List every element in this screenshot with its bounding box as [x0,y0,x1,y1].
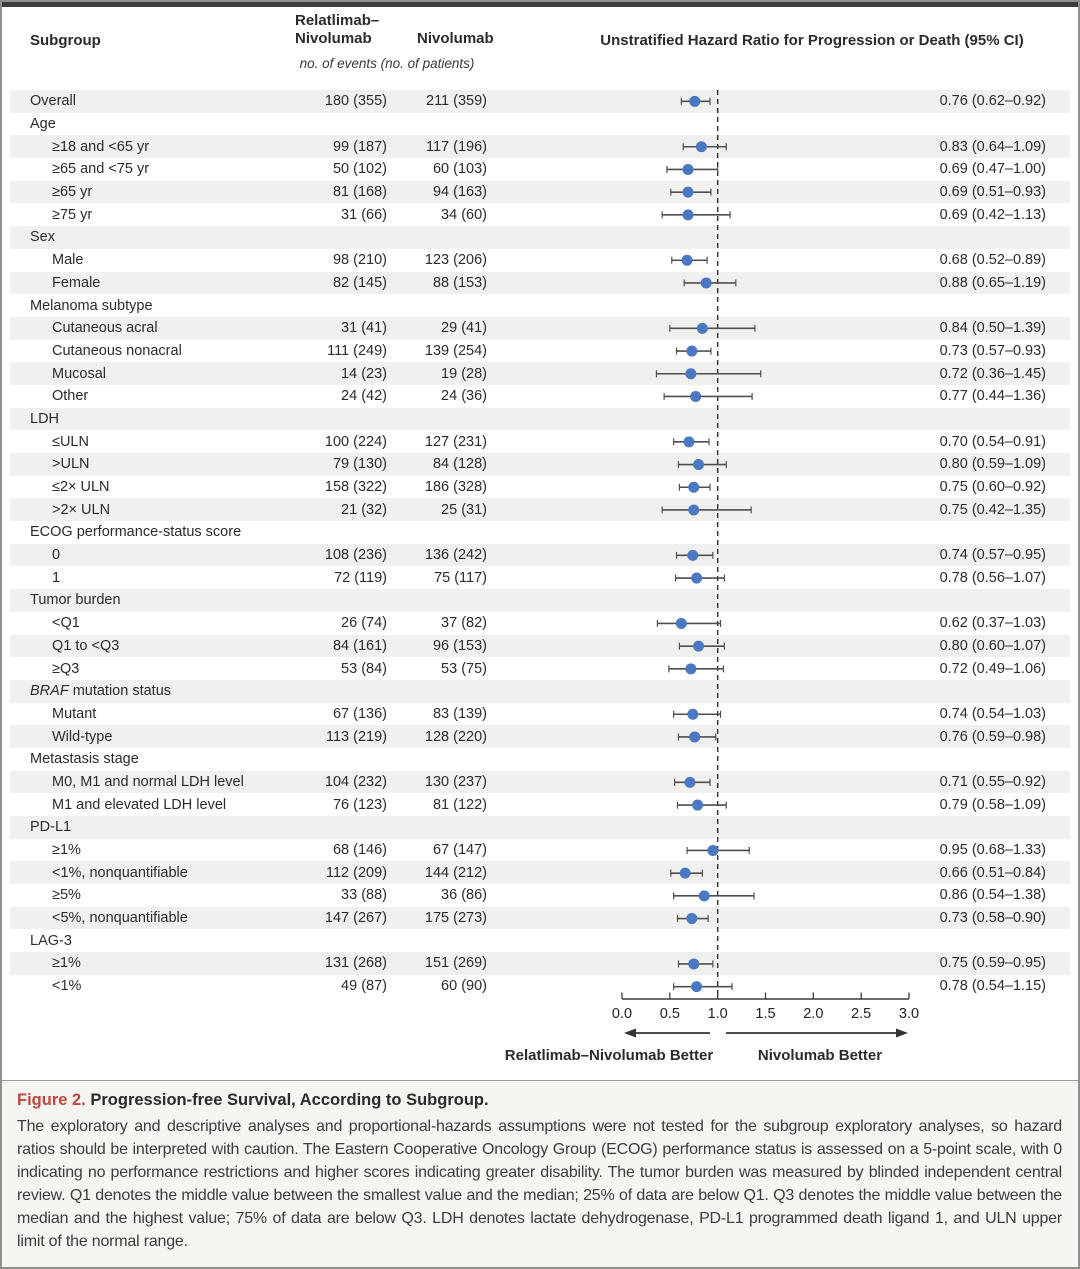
hazard-ratio-text: 0.72 (0.36–1.45) [939,365,1046,382]
events-relatlimab-nivolumab: 31 (41) [341,320,387,337]
subgroup-label: Cutaneous acral [52,320,158,337]
x-axis-tick-label: 1.0 [707,1006,728,1022]
hazard-ratio-text: 0.83 (0.64–1.09) [939,138,1046,155]
events-relatlimab-nivolumab: 24 (42) [341,388,387,405]
table-row [10,635,1070,658]
events-relatlimab-nivolumab: 76 (123) [332,796,387,813]
hazard-ratio-text: 0.71 (0.55–0.92) [939,773,1046,790]
events-relatlimab-nivolumab: 33 (88) [341,887,387,904]
table-row [10,907,1070,930]
subgroup-label: Male [52,252,84,269]
hazard-ratio-text: 0.76 (0.62–0.92) [939,93,1046,110]
figure-caption [2,1080,1078,1267]
subgroup-label: >2× ULN [52,501,111,518]
figure-number-label: Figure 2. [17,1091,86,1109]
table-row [10,317,1070,340]
table-row [10,249,1070,272]
x-axis-tick-label: 1.5 [755,1006,776,1022]
subgroup-label: ≥1% [52,842,81,859]
events-nivolumab: 84 (128) [432,456,487,473]
events-nivolumab: 127 (231) [424,433,487,450]
hazard-ratio-text: 0.74 (0.57–0.95) [939,547,1046,564]
subgroup-label: ≥Q3 [52,660,80,677]
hazard-ratio-text: 0.70 (0.54–0.91) [939,433,1046,450]
events-nivolumab: 151 (269) [424,955,487,972]
events-relatlimab-nivolumab: 53 (84) [341,660,387,677]
events-relatlimab-nivolumab: 180 (355) [324,93,387,110]
events-relatlimab-nivolumab: 104 (232) [324,773,387,790]
events-note: no. of events (no. of patients) [299,56,475,71]
hazard-ratio-text: 0.73 (0.58–0.90) [939,910,1046,927]
hazard-ratio-text: 0.68 (0.52–0.89) [939,252,1046,269]
events-relatlimab-nivolumab: 147 (267) [324,910,387,927]
events-relatlimab-nivolumab: 79 (130) [332,456,387,473]
hazard-ratio-text: 0.88 (0.65–1.19) [939,274,1046,291]
table-row [10,861,1070,884]
subgroup-label: Age [30,116,56,133]
hazard-ratio-text: 0.76 (0.59–0.98) [939,728,1046,745]
table-row [10,725,1070,748]
table-row [10,884,1070,907]
table-row [10,975,1070,998]
events-nivolumab: 60 (90) [441,978,487,995]
group-header-row [10,294,1070,317]
table-row [10,544,1070,567]
subgroup-label: ≥75 yr [52,206,93,223]
events-nivolumab: 128 (220) [424,728,487,745]
events-nivolumab: 24 (36) [441,388,487,405]
events-relatlimab-nivolumab: 100 (224) [324,433,387,450]
events-nivolumab: 29 (41) [441,320,487,337]
table-row [10,771,1070,794]
events-nivolumab: 75 (117) [434,569,487,586]
events-nivolumab: 96 (153) [432,637,487,654]
events-relatlimab-nivolumab: 98 (210) [332,252,387,269]
x-axis-tick-label: 2.5 [851,1006,872,1022]
caption-body: The exploratory and descriptive analyses and proportional-hazards assumptions were not tested for the subgroup exploratory analyses, so hazard ratios should be interpreted with caution. The Eastern Cooperative Oncology Group (ECOG) performance status is assessed on a 5-point scale, with 0 indicating no performance restrictions and higher scores indicating greater disability. The tumor burden was measured by blinded independent central review. Q1 denotes the middle value between the smallest value and the median; 25% of data are below Q1. Q3 denotes the middle value between the median and the highest value; 75% of data are below Q3. LDH denotes lactate dehydrogenase, PD-L1 programmed death ligand 1, and ULN upper limit of the normal range. [17,1118,1062,1250]
table-row [10,612,1070,635]
column-header-subgroup: Subgroup [30,32,101,49]
table-row [10,430,1070,453]
group-header-row [10,748,1070,771]
events-relatlimab-nivolumab: 81 (168) [332,184,387,201]
events-relatlimab-nivolumab: 50 (102) [332,161,387,178]
events-nivolumab: 186 (328) [424,479,487,496]
events-nivolumab: 83 (139) [432,705,487,722]
subgroup-label: Melanoma subtype [30,297,153,314]
subgroup-label: BRAF mutation status [30,683,172,700]
hazard-ratio-text: 0.75 (0.42–1.35) [939,501,1046,518]
subgroup-label: ≥5% [52,887,81,904]
caption-title [17,1091,1062,1110]
events-relatlimab-nivolumab: 112 (209) [326,864,387,881]
events-relatlimab-nivolumab: 99 (187) [332,138,387,155]
table-row [10,498,1070,521]
events-relatlimab-nivolumab: 49 (87) [341,978,387,995]
hazard-ratio-text: 0.77 (0.44–1.36) [939,388,1046,405]
events-nivolumab: 37 (82) [441,615,487,632]
hazard-ratio-text: 0.84 (0.50–1.39) [939,320,1046,337]
subgroup-label: PD-L1 [30,819,72,836]
hazard-ratio-text: 0.74 (0.54–1.03) [939,705,1046,722]
subgroup-label: <5%, nonquantifiable [52,910,188,927]
events-nivolumab: 94 (163) [432,184,487,201]
column-header-nivolumab: Nivolumab [417,30,494,47]
table-row [10,793,1070,816]
events-nivolumab: 81 (122) [432,796,487,813]
x-axis-tick-label: 0.5 [659,1006,680,1022]
events-nivolumab: 34 (60) [441,206,487,223]
column-header-relatlimab-nivolumab [295,12,379,48]
events-nivolumab: 144 (212) [424,864,487,881]
events-relatlimab-nivolumab: 82 (145) [332,274,387,291]
table-row [10,952,1070,975]
column-header-hazard-ratio: Unstratified Hazard Ratio for Progression or Death (95% CI) [600,32,1024,49]
events-nivolumab: 139 (254) [424,342,487,359]
table-row [10,90,1070,113]
x-axis-tick-label: 2.0 [803,1006,824,1022]
subgroup-label: <1% [52,978,82,995]
events-nivolumab: 123 (206) [424,252,487,269]
events-nivolumab: 211 (359) [426,93,487,110]
events-relatlimab-nivolumab: 14 (23) [341,365,387,382]
subgroup-label: 0 [52,547,61,564]
hazard-ratio-text: 0.69 (0.47–1.00) [939,161,1046,178]
table-row [10,181,1070,204]
events-nivolumab: 25 (31) [441,501,487,518]
subgroup-label: <1%, nonquantifiable [52,864,188,881]
subgroup-label: ≥65 yr [52,184,93,201]
events-nivolumab: 36 (86) [441,887,487,904]
hazard-ratio-text: 0.72 (0.49–1.06) [939,660,1046,677]
events-nivolumab: 130 (237) [424,773,487,790]
subgroup-label: Metastasis stage [30,751,139,768]
subgroup-label: ≥1% [52,955,81,972]
group-header-row [10,113,1070,136]
group-header-row [10,816,1070,839]
events-relatlimab-nivolumab: 108 (236) [324,547,387,564]
hazard-ratio-text: 0.62 (0.37–1.03) [939,615,1046,632]
events-relatlimab-nivolumab: 131 (268) [324,955,387,972]
subgroup-label: Other [52,388,89,405]
hazard-ratio-text: 0.69 (0.42–1.13) [939,206,1046,223]
hazard-ratio-text: 0.78 (0.54–1.15) [939,978,1046,995]
table-row [10,453,1070,476]
events-relatlimab-nivolumab: 31 (66) [341,206,387,223]
subgroup-label: >ULN [52,456,90,473]
subgroup-label: Mutant [52,705,97,722]
subgroup-label: ≤2× ULN [52,479,110,496]
subgroup-label: 1 [52,569,61,586]
hazard-ratio-text: 0.66 (0.51–0.84) [939,864,1046,881]
right-arrow-label: Nivolumab Better [757,1047,883,1064]
subgroup-label: Q1 to <Q3 [52,637,120,654]
table-row [10,657,1070,680]
events-nivolumab: 60 (103) [432,161,487,178]
table-row [10,340,1070,363]
right-arrow-head [896,1029,908,1038]
hazard-ratio-text: 0.78 (0.56–1.07) [939,569,1046,586]
subgroup-label: Tumor burden [30,592,121,609]
table-row [10,203,1070,226]
events-nivolumab: 67 (147) [432,842,487,859]
group-header-row [10,226,1070,249]
hazard-ratio-text: 0.80 (0.59–1.09) [939,456,1046,473]
caption-title-text: Progression-free Survival, According to Subgroup. [90,1091,489,1109]
table-row [10,362,1070,385]
subgroup-label: ≤ULN [52,433,89,450]
subgroup-label: Wild-type [52,728,113,745]
events-relatlimab-nivolumab: 67 (136) [332,705,387,722]
table-row [10,158,1070,181]
events-relatlimab-nivolumab: 84 (161) [332,637,387,654]
events-relatlimab-nivolumab: 68 (146) [332,842,387,859]
top-rule [2,2,1078,7]
group-header-row [10,521,1070,544]
events-nivolumab: 88 (153) [432,274,487,291]
subgroup-label: M1 and elevated LDH level [52,796,227,813]
subgroup-label: Female [52,274,101,291]
group-header-row [10,929,1070,952]
group-header-row [10,680,1070,703]
column-header-arm1-line1: Relatlimab– [295,12,380,29]
subgroup-rows [10,90,1070,998]
hazard-ratio-text: 0.75 (0.59–0.95) [939,955,1046,972]
events-relatlimab-nivolumab: 26 (74) [341,615,387,632]
events-relatlimab-nivolumab: 21 (32) [341,501,387,518]
column-header-arm1-line2: Nivolumab [295,30,372,47]
events-nivolumab: 117 (196) [426,138,487,155]
table-row [10,272,1070,295]
subgroup-label: <Q1 [52,615,80,632]
hazard-ratio-text: 0.73 (0.57–0.93) [939,342,1046,359]
hazard-ratio-text: 0.75 (0.60–0.92) [939,479,1046,496]
group-header-row [10,589,1070,612]
subgroup-label: ECOG performance-status score [30,524,242,541]
events-relatlimab-nivolumab: 113 (219) [326,728,387,745]
left-arrow-label: Relatlimab–Nivolumab Better [504,1047,714,1064]
table-row [10,135,1070,158]
subgroup-label: LAG-3 [30,932,72,949]
table-row [10,476,1070,499]
hazard-ratio-text: 0.69 (0.51–0.93) [939,184,1046,201]
events-relatlimab-nivolumab: 111 (249) [327,342,387,359]
events-nivolumab: 136 (242) [424,547,487,564]
table-row [10,385,1070,408]
table-row [10,566,1070,589]
hazard-ratio-text: 0.79 (0.58–1.09) [939,796,1046,813]
group-header-row [10,408,1070,431]
hazard-ratio-text: 0.86 (0.54–1.38) [939,887,1046,904]
events-relatlimab-nivolumab: 72 (119) [334,569,387,586]
subgroup-label: Mucosal [52,365,106,382]
events-nivolumab: 53 (75) [441,660,487,677]
table-row [10,703,1070,726]
subgroup-label: Overall [30,93,76,110]
subgroup-label: Cutaneous nonacral [52,342,182,359]
hazard-ratio-text: 0.80 (0.60–1.07) [939,637,1046,654]
hazard-ratio-text: 0.95 (0.68–1.33) [939,842,1046,859]
left-arrow-head [624,1029,636,1038]
events-relatlimab-nivolumab: 158 (322) [324,479,387,496]
table-row [10,839,1070,862]
events-nivolumab: 19 (28) [441,365,487,382]
subgroup-label: ≥18 and <65 yr [52,138,150,155]
subgroup-label: Sex [30,229,55,246]
events-nivolumab: 175 (273) [424,910,487,927]
subgroup-label: ≥65 and <75 yr [52,161,150,178]
x-axis-tick-label: 0.0 [611,1006,633,1022]
subgroup-label: M0, M1 and normal LDH level [52,773,244,790]
x-axis-tick-label: 3.0 [898,1006,920,1022]
subgroup-label: LDH [30,410,60,427]
